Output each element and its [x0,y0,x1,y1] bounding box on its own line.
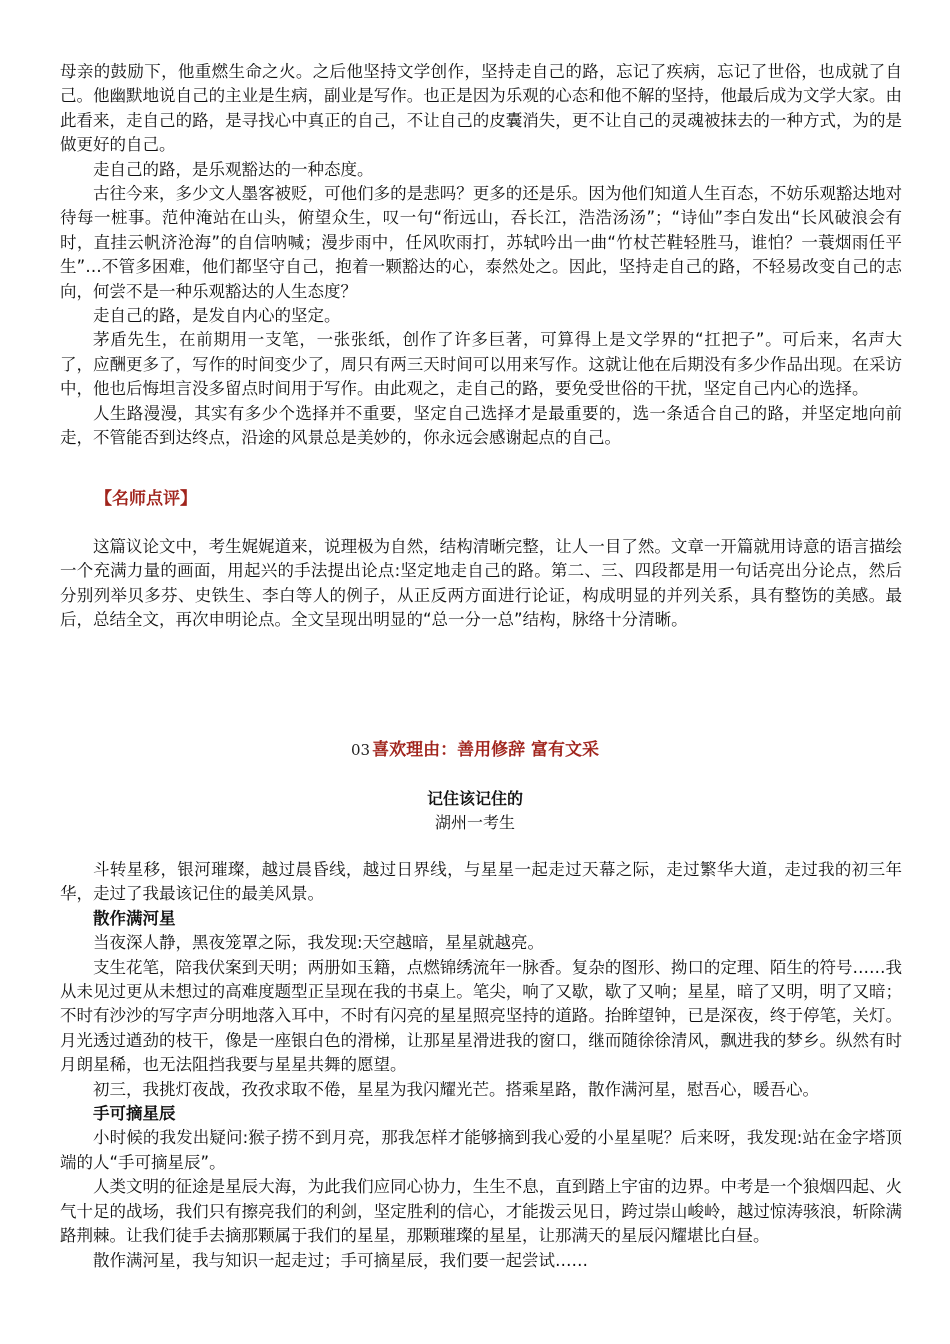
section-number: 03 [350,741,371,759]
essay-paragraph: 支生花笔，陪我伏案到天明；两册如玉籍，点燃锦绣流年一脉香。复杂的图形、拗口的定理、陌生的符号……我从未见过更从未想过的高难度题型正呈现在我的书桌上。笔尖，响了又歇，歇了又响；星星，暗了又明，明了又暗；不时有沙沙的写字声分明地落入耳中，不时有闪亮的星星照亮坚持的道路。抬眸望钟，已是深夜，终于停笔，关灯。月光透过遒劲的枝干，像是一座银白色的滑梯，让那星星滑进我的窗口，继而随徐徐清风，飘进我的梦乡。纵然有时月朗星稀，也无法阻挡我要与星星共舞的愿望。 [60,957,902,1075]
subheading: 散作满河星 [93,908,176,928]
essay-paragraph: 初三，我挑灯夜战，孜孜求取不倦，星星为我闪耀光芒。搭乘星路，散作满河星，慰吾心，暖吾心。 [93,1079,819,1099]
essay-title: 记住该记住的 [426,789,523,808]
section-title-text: 喜欢理由：善用修辞 富有文采 [372,740,599,760]
essay-paragraph: 走自己的路，是乐观豁达的一种态度。 [93,159,374,179]
essay-paragraph: 人生路漫漫，其实有多少个选择并不重要，坚定自己选择才是最重要的，选一条适合自己的路，并坚定地向前走，不管能否到达终点，沿途的风景总是美妙的，你永远会感谢起点的自己。 [60,403,902,448]
subheading: 手可摘星辰 [93,1104,176,1124]
essay-paragraph: 母亲的鼓励下，他重燃生命之火。之后他坚持文学创作，坚持走自己的路，忘记了疾病，忘记了世俗，也成就了自己。他幽默地说自己的主业是生病，副业是写作。也正是因为乐观的心态和他不解的坚持，他最后成为文学大家。由此看来，走自己的路，是寻找心中真正的自己，不让自己的皮囊消失，更不让自己的灵魂被抹去的一种方式，为的是做更好的自己。 [60,62,902,155]
review-paragraph: 这篇议论文中，考生娓娓道来，说理极为自然，结构清晰完整，让人一目了然。文章一开篇就用诗意的语言描绘一个充满力量的画面，用起兴的手法提出论点:坚定地走自己的路。第二、三、四段都是用一句话亮出分论点，然后分别列举贝多芬、史铁生、李白等人的例子，从正反两方面进行论证，构成明显的并列关系，具有整饬的美感。最后，总结全文，再次申明论点。全文呈现出明显的“总一分一总”结构，脉络十分清晰。 [60,537,902,630]
essay-paragraph: 小时候的我发出疑问:猴子捞不到月亮，那我怎样才能够摘到我心爱的小星星呢？后来呀，我发现:站在金字塔顶端的人“手可摘星辰”。 [60,1128,902,1172]
essay-continuation [60,60,902,451]
review-body [60,535,902,633]
essay-paragraph: 走自己的路，是发自内心的坚定。 [93,306,341,326]
essay-paragraph: 斗转星移，银河璀璨，越过晨昏线，越过日界线，与星星一起走过天幕之际，走过繁华大道，走过我的初三年华，走过了我最该记住的最美风景。 [60,860,902,904]
essay-paragraph: 散作满河星，我与知识一起走过；手可摘星辰，我们要一起尝试…… [93,1250,588,1270]
essay-author: 湖州一考生 [434,813,515,832]
review-heading: 【名师点评】 [95,489,197,509]
essay2-body [60,858,902,1273]
essay-paragraph: 当夜深人静，黑夜笼罩之际，我发现:天空越暗，星星就越亮。 [93,933,545,953]
essay-paragraph: 古往今来，多少文人墨客被贬，可他们多的是悲吗？更多的还是乐。因为他们知道人生百态，不妨乐观豁达地对待每一桩事。范仲淹站在山头，俯望众生，叹一句“衔远山，吞长江，浩浩汤汤”；“诗仙”李白发出“长风破浪会有时，直挂云帆济沧海”的自信呐喊；漫步雨中，任风吹雨打，苏轼吟出一曲“竹杖芒鞋轻胜马，谁怕？一蓑烟雨任平生”…不管多困难，他们都坚守自己，抱着一颗豁达的心，泰然处之。因此，坚持走自己的路，不轻易改变自己的志向，何尝不是一种乐观豁达的人生态度？ [60,184,902,301]
essay-paragraph: 茅盾先生，在前期用一支笔，一张张纸，创作了许多巨著，可算得上是文学界的“扛把子”。可后来，名声大了，应酬更多了，写作的时间变少了，周只有两三天时间可以用来写作。这就让他在后期没有多少作品出现。在采访中，他也后悔坦言没多留点时间用于写作。由此观之，走自己的路，要免受世俗的干扰，坚定自己内心的选择。 [60,330,902,399]
essay-paragraph: 人类文明的征途是星辰大海，为此我们应同心协力，生生不息，直到踏上宇宙的边界。中考是一个狼烟四起、火气十足的战场，我们只有擦亮我们的利剑，坚定胜利的信心，才能拨云见日，跨过崇山峻岭，越过惊涛骇浪，斩除满路荆棘。让我们徒手去摘那颗属于我们的星星，那颗璀璨的星星，让那满天的星辰闪耀堪比白昼。 [60,1177,902,1246]
section-title [0,735,950,760]
